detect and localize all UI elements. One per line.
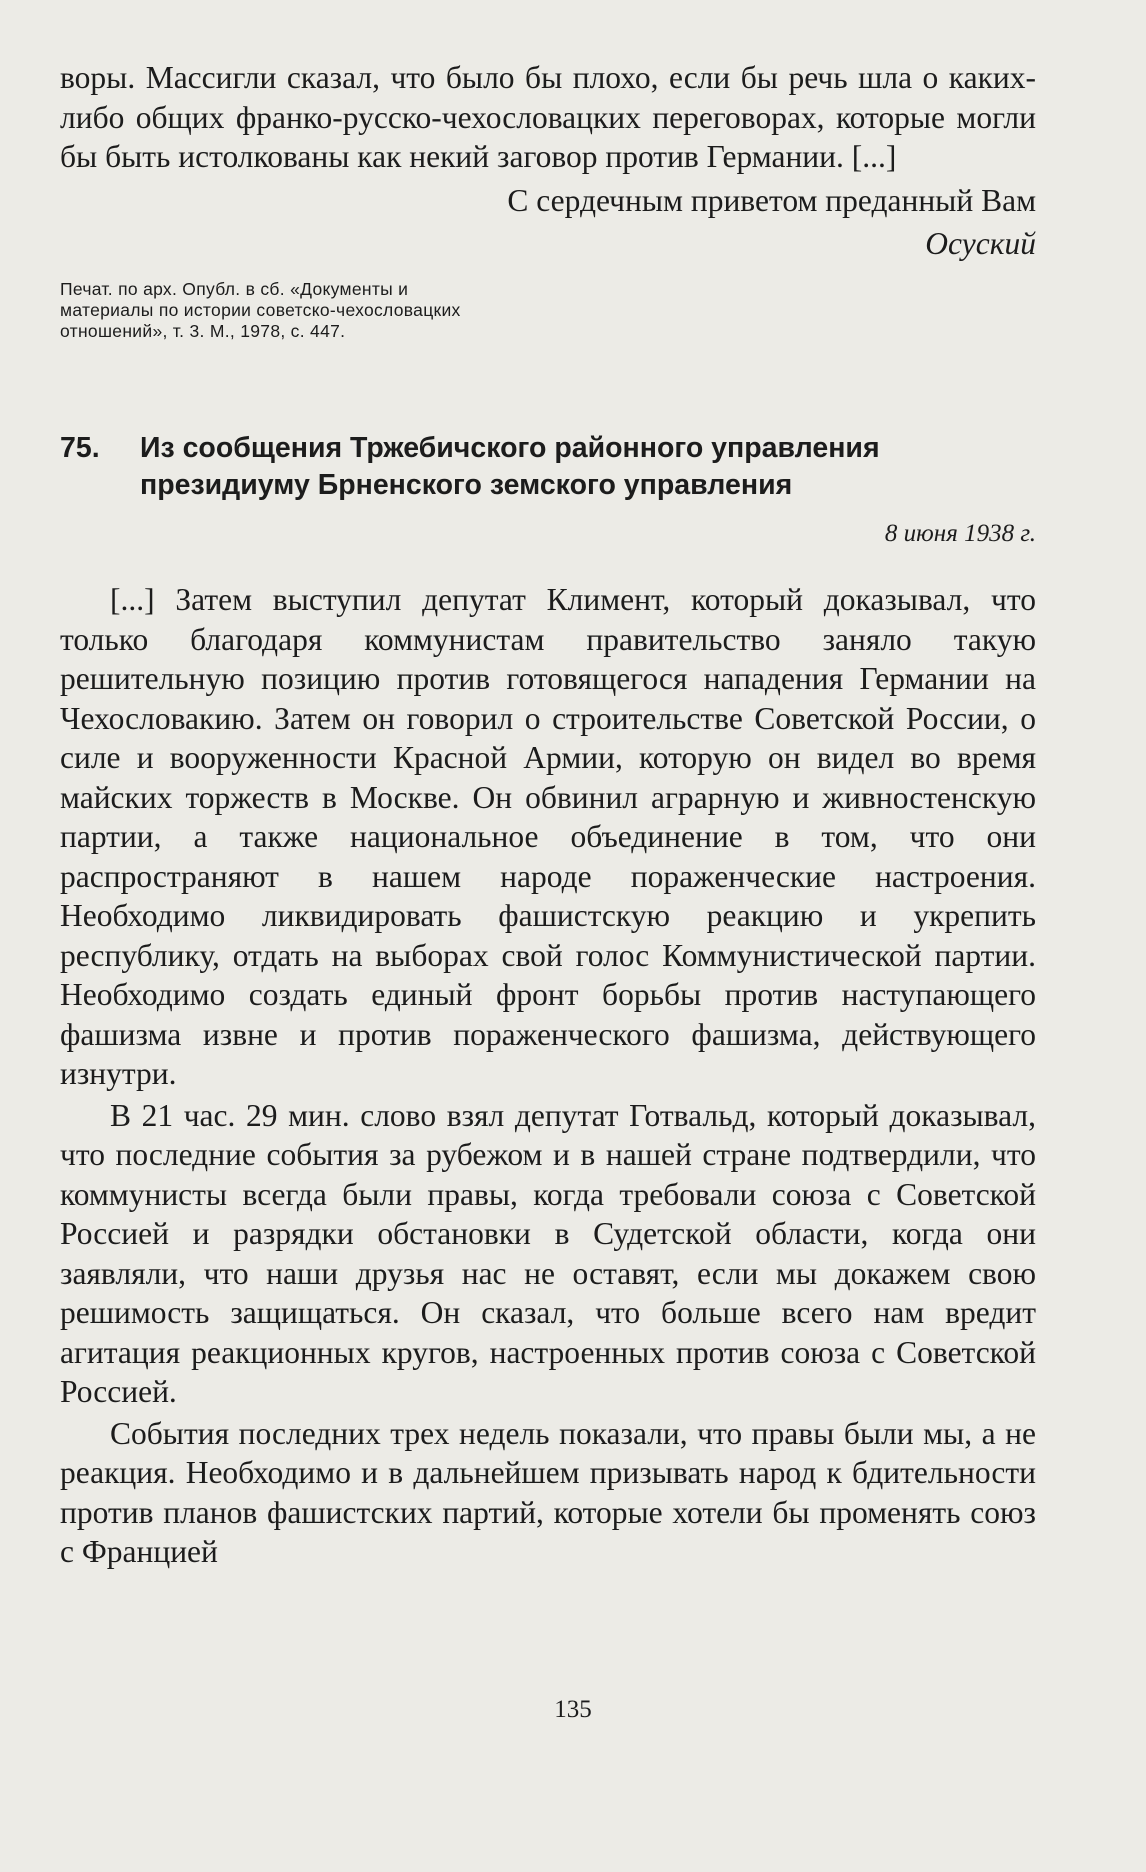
letter-closing: С сердечным приветом преданный Вам (507, 182, 1036, 218)
document-title: Из сообщения Тржебичского районного управления президиуму Брненского земского управления (140, 432, 880, 501)
document-heading (60, 430, 1036, 504)
page-number: 135 (554, 1696, 592, 1723)
document-date: 8 июня 1938 г. (884, 520, 1036, 547)
letter-final-paragraph: воры. Массигли сказал, что было бы плохо, если бы речь шла о каких-либо общих франко-русско-чехословацких переговорах, которые могли бы быть истолкованы как некий заговор против Германии. [...] (60, 60, 1036, 174)
letter-signer: Осуский (925, 226, 1036, 261)
body-paragraph-2: В 21 час. 29 мин. слово взял депутат Готвальд, который доказывал, что последние события за рубежом и в нашей стране подтвердили, что коммунисты всегда были правы, когда требовали союза с Советской Россией и разрядки обстановки в Судетской области, когда они заявляли, что наши друзья нас не оставят, если мы докажем свою решимость защищаться. Он сказал, что больше всего нам вредит агитация реакционных кругов, настроенных против союза с Советской Россией. (60, 1097, 1036, 1409)
document-number: 75. (60, 432, 100, 464)
body-paragraph-3: События последних трех недель показали, что правы были мы, а не реакция. Необходимо и в дальнейшем призывать народ к бдительности против планов фашистских партий, которые хотели бы променять союз с Францией (60, 1415, 1036, 1569)
page-content (60, 58, 1036, 1572)
source-note: Печат. по арх. Опубл. в сб. «Документы и материалы по истории советско-чехословацких отношений», т. 3. М., 1978, с. 447. (60, 279, 461, 341)
body-paragraph-1: [...] Затем выступил депутат Климент, который доказывал, что только благодаря коммунистам правительство заняло такую решительную позицию против готовящегося нападения Германии на Чехословакию. Затем он говорил о строительстве Советской России, о силе и вооруженности Красной Армии, которую он видел во время майских торжеств в Москве. Он обвинил аграрную и живностенскую партии, а также национальное объединение в том, что они распространяют в нашем народе пораженческие настроения. Необходимо ликвидировать фашистскую реакцию и укрепить республику, отдать на выборах свой голос Коммунистической партии. Необходимо создать единый фронт борьбы против наступающего фашизма извне и против пораженческого фашизма, действующего изнутри. (60, 582, 1036, 1091)
